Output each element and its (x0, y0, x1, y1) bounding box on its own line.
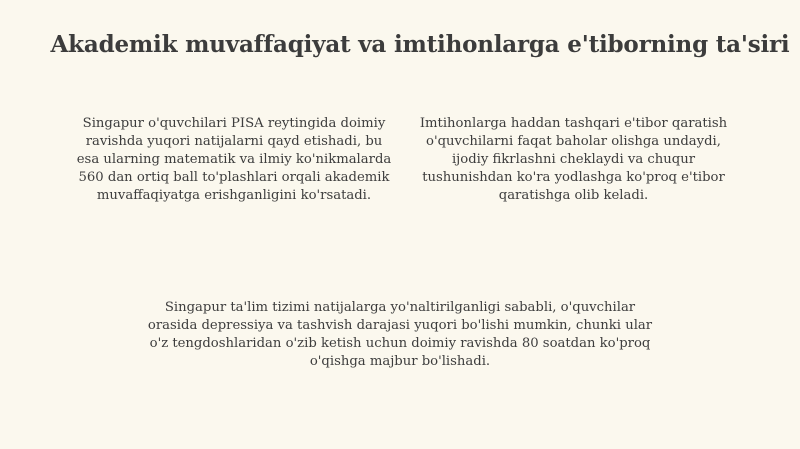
left-text-block: Singapur o'quvchilari PISA reytingida doimiy ravishda yuqori natijalarni qayd etishadi, bu esa ularning matematik va ilmiy ko'nikmalarda 560 dan ortiq ball to'plashlari orqali akademik muvaffaqiyatga erishganligini ko'rsatadi. (76, 116, 392, 203)
slide-title: Akademik muvaffaqiyat va imtihonlarga e'tiborning ta'siri (50, 31, 790, 58)
right-text-block: Imtihonlarga haddan tashqari e'tibor qaratish o'quvchilarni faqat baholar olishga undaydi, ijodiy fikrlashni cheklaydi va chuqur tushunishdan ko'ra yodlashga ko'proq e'tibor qaratishga olib keladi. (419, 116, 728, 203)
bottom-text-block: Singapur ta'lim tizimi natijalarga yo'naltirilganligi sababli, o'quvchilar orasida depressiya va tashvish darajasi yuqori bo'lishi mumkin, chunki ular o'z tengdoshlaridan o'zib ketish uchun doimiy ravishda 80 soatdan ko'proq o'qishga majbur bo'lishadi. (147, 300, 653, 369)
